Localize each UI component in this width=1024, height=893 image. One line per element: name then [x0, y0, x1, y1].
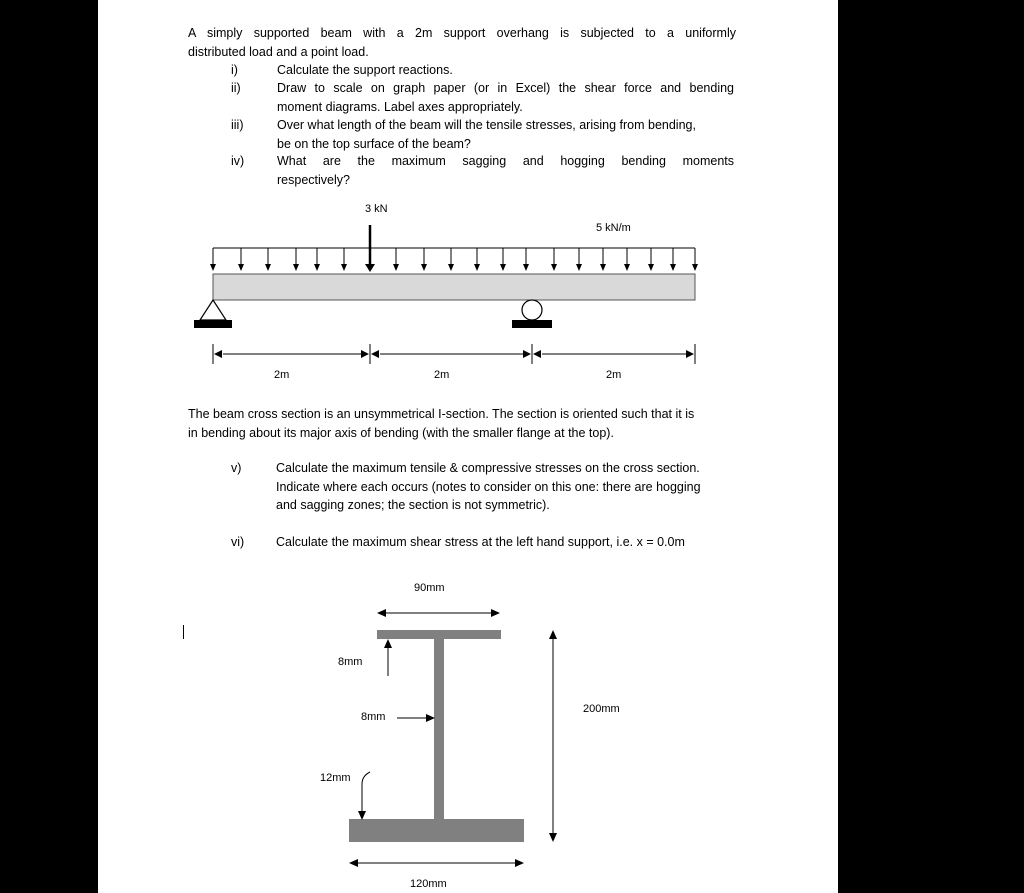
web [434, 639, 444, 819]
udl-arrowhead [238, 264, 244, 271]
udl-arrowhead [265, 264, 271, 271]
udl-arrowhead [648, 264, 654, 271]
udl-arrowhead [421, 264, 427, 271]
udl-arrowhead [500, 264, 506, 271]
span-label-1: 2m [274, 369, 290, 381]
label-bottom-flange-thickness: 12mm [320, 772, 351, 784]
udl-arrowhead [551, 264, 557, 271]
udl-arrowhead [523, 264, 529, 271]
dim-top-flange-width-right [491, 609, 500, 617]
label-top-flange-thickness: 8mm [338, 656, 363, 668]
udl-arrowhead [624, 264, 630, 271]
intro-line-2: distributed load and a point load. [188, 44, 369, 59]
dim-span-2-start [371, 350, 379, 358]
roller-support [522, 300, 542, 320]
bottom-flange [349, 819, 524, 842]
item-number-vi: vi) [231, 535, 245, 549]
pin-support [200, 300, 226, 320]
label-web-thickness: 8mm [361, 711, 386, 723]
dim-bottom-flange-thickness-head [358, 811, 366, 820]
item-number-v: v) [231, 461, 242, 475]
label-total-depth: 200mm [583, 703, 620, 715]
udl-label: 5 kN/m [596, 222, 631, 234]
dim-total-depth-top [549, 630, 557, 639]
text-cursor [183, 625, 184, 639]
udl-arrowhead [448, 264, 454, 271]
dim-bottom-flange-thickness [362, 772, 370, 814]
item-vi-line-1: Calculate the maximum shear stress at the left hand support, i.e. x = 0.0m [276, 535, 685, 549]
udl-arrows [210, 248, 698, 271]
udl-arrowhead [670, 264, 676, 271]
item-ii-line-1: Draw to scale on graph paper (or in Excel) the shear force and bending [277, 81, 734, 95]
beam [213, 274, 695, 300]
pin-support-base [194, 320, 232, 328]
item-iii-line-2: be on the top surface of the beam? [277, 136, 471, 151]
udl-arrowhead [210, 264, 216, 271]
item-v-line-3: and sagging zones; the section is not symmetric). [276, 498, 550, 512]
udl-arrowhead [474, 264, 480, 271]
item-text-vi [276, 533, 736, 552]
item-number-i: i) [231, 63, 238, 77]
span-label-2: 2m [434, 369, 450, 381]
i-section-svg [98, 570, 838, 893]
beam-diagram [98, 0, 838, 400]
section-description [188, 405, 736, 442]
dim-bottom-flange-width-right [515, 859, 524, 867]
intro-line-1: A simply supported beam with a 2m support overhang is subjected to a uniformly [188, 26, 736, 40]
item-iv-line-1: What are the maximum sagging and hogging bending moments [277, 154, 734, 168]
roller-support-base [512, 320, 552, 328]
dim-web-thickness-head [426, 714, 435, 722]
beam-diagram-svg [98, 0, 838, 400]
section-line-1: The beam cross section is an unsymmetrical I-section. The section is oriented such that it is [188, 407, 695, 421]
dim-span-3-start [533, 350, 541, 358]
item-iv-line-2: respectively? [277, 172, 350, 187]
udl-arrowhead [692, 264, 698, 271]
section-line-2: in bending about its major axis of bending (with the smaller flange at the top). [188, 425, 614, 440]
dim-bottom-flange-width-left [349, 859, 358, 867]
i-section-diagram [98, 570, 838, 893]
dim-top-flange-width-left [377, 609, 386, 617]
dim-total-depth-bottom [549, 833, 557, 842]
dim-top-flange-thickness-head [384, 639, 392, 648]
label-top-flange-width: 90mm [414, 582, 445, 594]
point-load-label: 3 kN [365, 203, 388, 215]
item-number-ii: ii) [231, 81, 241, 95]
udl-arrowhead [341, 264, 347, 271]
item-i-line-1: Calculate the support reactions. [277, 63, 453, 77]
udl-arrowhead [600, 264, 606, 271]
udl-arrowhead [393, 264, 399, 271]
item-v-line-1: Calculate the maximum tensile & compressive stresses on the cross section. [276, 461, 700, 475]
item-number-iii: iii) [231, 118, 244, 132]
item-text-v [276, 459, 736, 515]
label-bottom-flange-width: 120mm [410, 878, 447, 890]
item-number-iv: iv) [231, 154, 245, 168]
dim-span-1-start [214, 350, 222, 358]
item-iii-line-1: Over what length of the beam will the tensile stresses, arising from bending, [277, 118, 696, 132]
udl-arrowhead [576, 264, 582, 271]
item-ii-line-2: moment diagrams. Label axes appropriately. [277, 99, 523, 114]
item-v-line-2: Indicate where each occurs (notes to consider on this one: there are hogging [276, 479, 701, 494]
udl-arrowhead [293, 264, 299, 271]
top-flange [377, 630, 501, 639]
point-load-arrowhead [365, 264, 375, 272]
document-page [98, 0, 838, 893]
udl-arrowhead [314, 264, 320, 271]
span-label-3: 2m [606, 369, 622, 381]
